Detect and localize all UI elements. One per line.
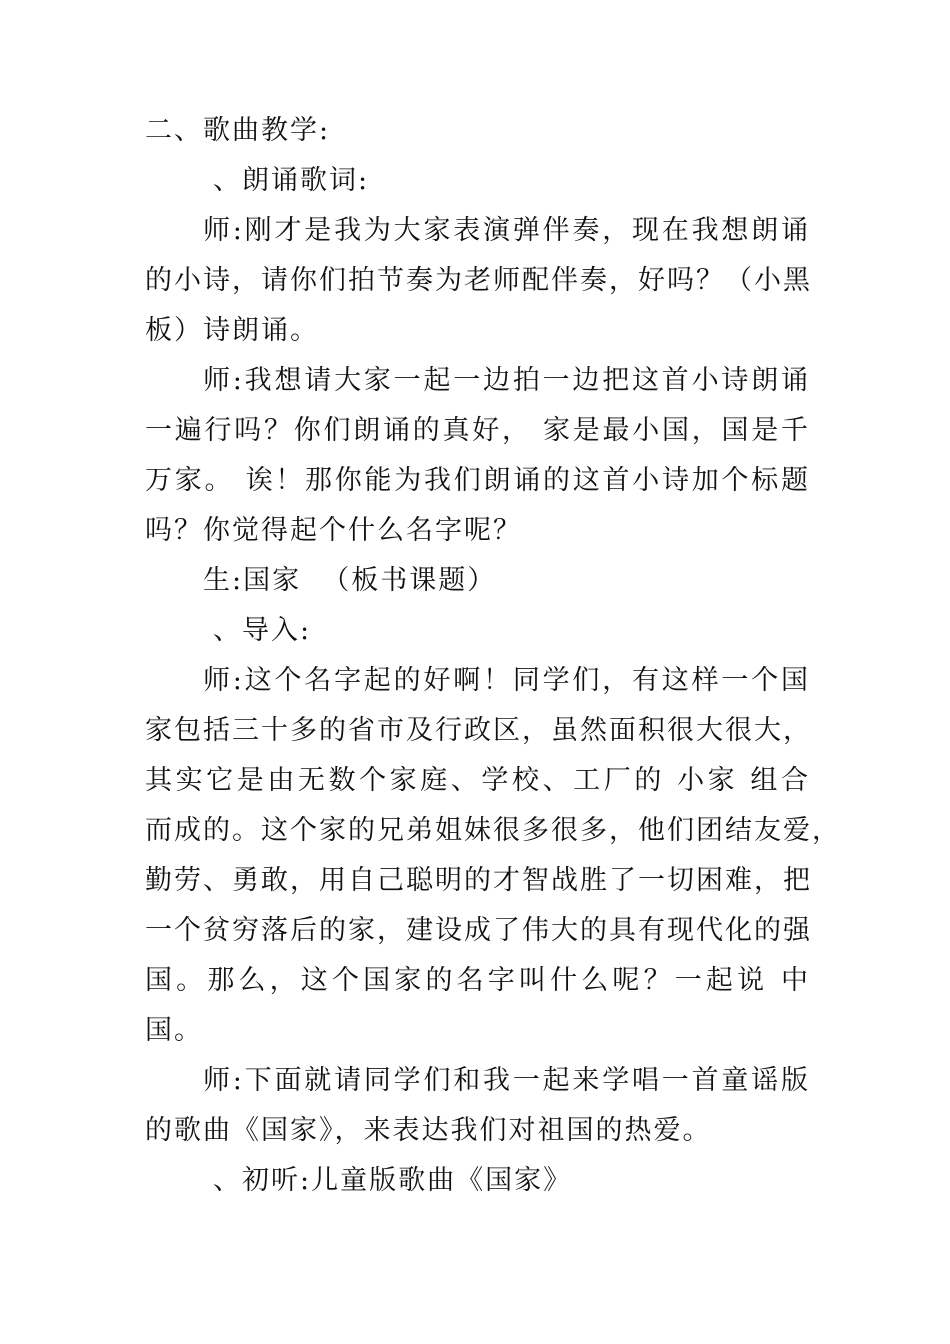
subsection-title-recite: 、朗诵歌词: [213,165,370,196]
paragraph-line: 师:下面就请同学们和我一起来学唱一首童谣版 [203,1065,810,1096]
paragraph-line: 一个贫穷落后的家，建设成了伟大的具有现代化的强 [145,915,812,946]
paragraph-line: 生:国家 （板书课题） [203,565,497,596]
paragraph-line: 勤劳、勇敢，用自己聪明的才智战胜了一切困难，把 [145,865,812,896]
paragraph-line: 国。那么，这个国家的名字叫什么呢？一起说 中 [145,965,810,996]
paragraph-line: 而成的。这个家的兄弟姐妹很多很多，他们团结友爱， [145,815,841,846]
paragraph-line: 师:我想请大家一起一边拍一边把这首小诗朗诵 [203,365,810,396]
subsection-title-listen: 、初听:儿童版歌曲《国家》 [213,1165,573,1196]
paragraph-line: 国。 [145,1015,203,1046]
paragraph-line: 的歌曲《国家》，来表达我们对祖国的热爱。 [145,1115,712,1146]
section-heading: 二、歌曲教学: [145,115,331,146]
paragraph-line: 家包括三十多的省市及行政区，虽然面积很大很大， [145,715,812,746]
paragraph-line: 师:刚才是我为大家表演弹伴奏，现在我想朗诵 [203,215,810,246]
document-page [145,106,841,1206]
paragraph-line: 吗？你觉得起个什么名字呢？ [145,515,522,546]
paragraph-line: 师:这个名字起的好啊！同学们，有这样一个国 [203,665,810,696]
paragraph-line: 的小诗，请你们拍节奏为老师配伴奏，好吗？（小黑 [145,265,812,296]
paragraph-line: 其实它是由无数个家庭、学校、工厂的 小家 组合 [145,765,810,796]
paragraph-line: 一遍行吗？你们朗诵的真好， 家是最小国，国是千 [145,415,810,446]
paragraph-line: 万家。 诶！那你能为我们朗诵的这首小诗加个标题 [145,465,810,496]
paragraph-line: 板）诗朗诵。 [145,315,319,346]
subsection-title-intro: 、导入: [213,615,312,646]
